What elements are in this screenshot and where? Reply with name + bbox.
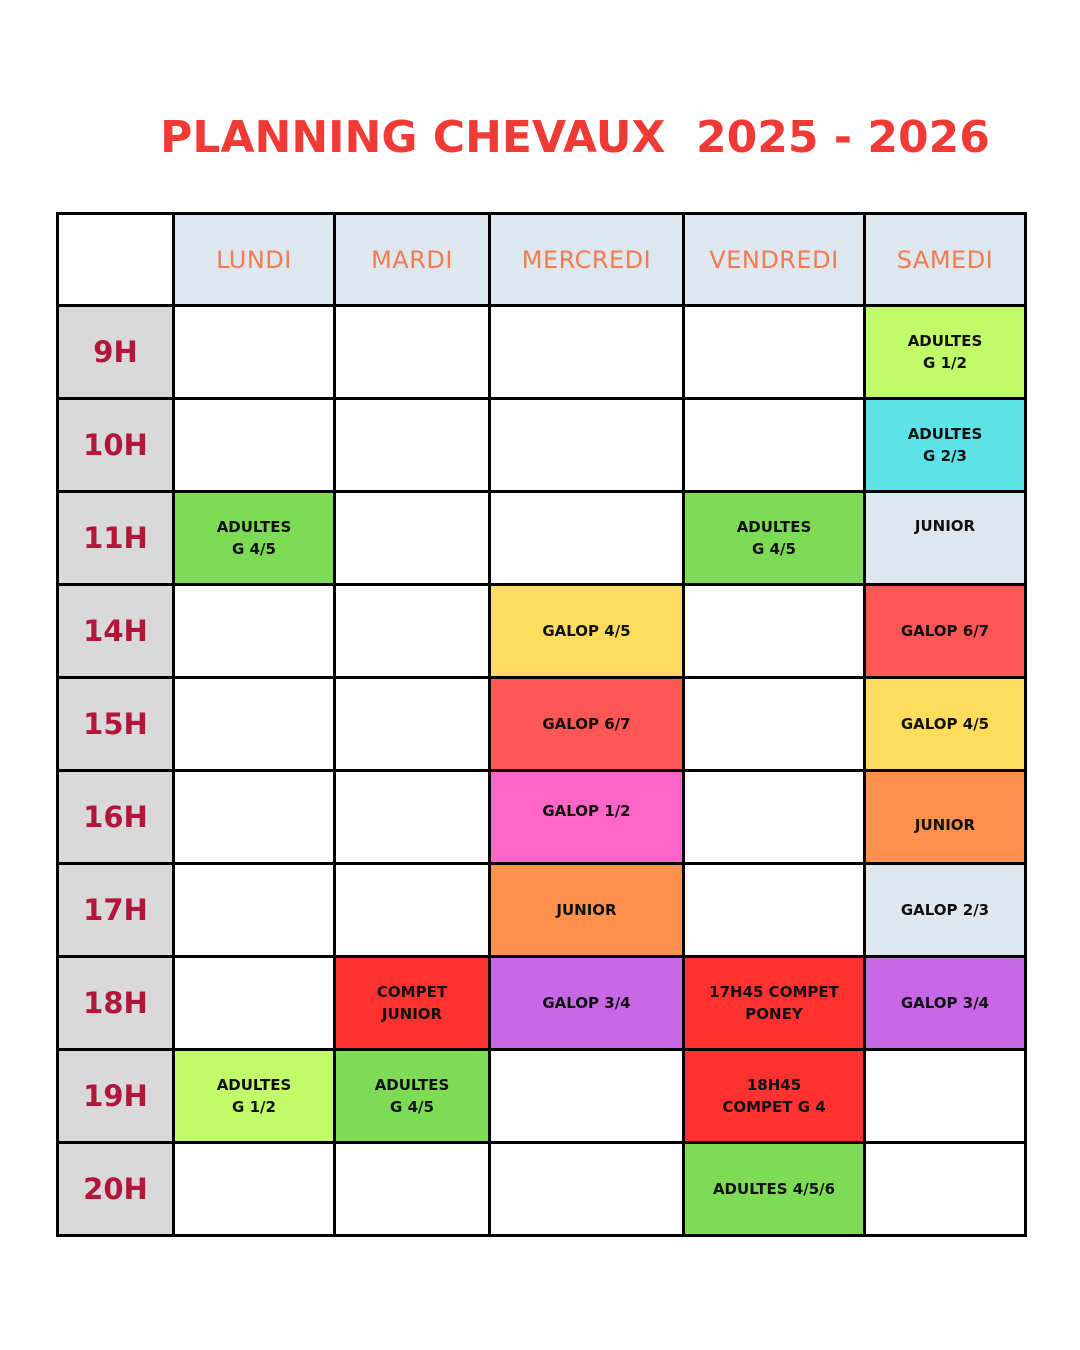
slot-lundi-16h: [174, 771, 335, 864]
day-header-samedi: SAMEDI: [865, 214, 1026, 306]
slot-lundi-10h: [174, 399, 335, 492]
slot-mercredi-10h: [490, 399, 684, 492]
slot-text: GALOP 2/3: [900, 901, 990, 919]
slot-samedi-19h: [865, 1050, 1026, 1143]
slot-mercredi-14h: [490, 585, 684, 678]
slot-vendredi-10h: [684, 399, 865, 492]
slot-text: JUNIOR: [556, 901, 617, 919]
hour-row-16h: [58, 771, 1026, 864]
slot-text: GALOP 6/7: [542, 715, 631, 733]
slot-text: ADULTES G 4/5: [736, 518, 812, 558]
hour-row-14h: [58, 585, 1026, 678]
slot-text: GALOP 6/7: [900, 622, 990, 640]
slot-mardi-20h: [335, 1143, 490, 1236]
slot-text: JUNIOR: [914, 517, 976, 535]
slot-lundi-15h: [174, 678, 335, 771]
corner-cell: [58, 214, 174, 306]
hour-label: 9H: [58, 306, 174, 399]
slot-text: ADULTES G 2/3: [907, 425, 983, 465]
slot-text: 18H45 COMPET G 4: [722, 1076, 826, 1116]
hour-row-9h: [58, 306, 1026, 399]
hour-row-19h: [58, 1050, 1026, 1143]
hour-row-17h: [58, 864, 1026, 957]
day-header-row: [58, 214, 1026, 306]
slot-mercredi-15h: [490, 678, 684, 771]
slot-samedi-9h: [865, 306, 1026, 399]
hour-label: 14H: [58, 585, 174, 678]
page-title: PLANNING CHEVAUX 2025 - 2026: [160, 112, 990, 163]
slot-lundi-19h: [174, 1050, 335, 1143]
slot-mardi-14h: [335, 585, 490, 678]
slot-text: GALOP 4/5: [542, 622, 631, 640]
slot-mercredi-17h: [490, 864, 684, 957]
slot-mardi-15h: [335, 678, 490, 771]
hour-row-11h: [58, 492, 1026, 585]
slot-text: GALOP 3/4: [542, 994, 631, 1012]
schedule-table: [56, 212, 1027, 1237]
slot-mardi-16h: [335, 771, 490, 864]
slot-text: 17H45 COMPET PONEY: [709, 983, 839, 1023]
slot-samedi-20h: [865, 1143, 1026, 1236]
slot-lundi-17h: [174, 864, 335, 957]
slot-mercredi-19h: [490, 1050, 684, 1143]
slot-text: GALOP 4/5: [900, 715, 990, 733]
slot-mercredi-20h: [490, 1143, 684, 1236]
day-header-mercredi: MERCREDI: [490, 214, 684, 306]
slot-mercredi-16h: [490, 771, 684, 864]
slot-vendredi-11h: [684, 492, 865, 585]
hour-label: 16H: [58, 771, 174, 864]
slot-text: JUNIOR: [914, 816, 976, 834]
slot-vendredi-14h: [684, 585, 865, 678]
slot-mardi-18h: [335, 957, 490, 1050]
slot-text: ADULTES G 4/5: [216, 518, 292, 558]
slot-lundi-9h: [174, 306, 335, 399]
slot-mardi-19h: [335, 1050, 490, 1143]
slot-vendredi-17h: [684, 864, 865, 957]
slot-vendredi-19h: [684, 1050, 865, 1143]
slot-text: ADULTES G 1/2: [907, 332, 983, 372]
slot-lundi-14h: [174, 585, 335, 678]
hour-label: 18H: [58, 957, 174, 1050]
hour-label: 20H: [58, 1143, 174, 1236]
slot-vendredi-9h: [684, 306, 865, 399]
slot-text: GALOP 1/2: [542, 802, 631, 820]
slot-vendredi-20h: [684, 1143, 865, 1236]
day-header-mardi: MARDI: [335, 214, 490, 306]
day-header-lundi: LUNDI: [174, 214, 335, 306]
hour-label: 11H: [58, 492, 174, 585]
slot-mardi-11h: [335, 492, 490, 585]
slot-text: ADULTES 4/5/6: [712, 1180, 836, 1198]
hour-label: 17H: [58, 864, 174, 957]
slot-mercredi-9h: [490, 306, 684, 399]
slot-samedi-17h: [865, 864, 1026, 957]
hour-row-20h: [58, 1143, 1026, 1236]
slot-text: GALOP 3/4: [900, 994, 990, 1012]
slot-mardi-9h: [335, 306, 490, 399]
slot-lundi-18h: [174, 957, 335, 1050]
slot-lundi-11h: [174, 492, 335, 585]
hour-row-10h: [58, 399, 1026, 492]
slot-text: ADULTES G 1/2: [216, 1076, 292, 1116]
hour-row-18h: [58, 957, 1026, 1050]
slot-samedi-16h: [865, 771, 1026, 864]
slot-samedi-14h: [865, 585, 1026, 678]
slot-vendredi-15h: [684, 678, 865, 771]
slot-mercredi-18h: [490, 957, 684, 1050]
hour-label: 15H: [58, 678, 174, 771]
slot-vendredi-18h: [684, 957, 865, 1050]
slot-samedi-15h: [865, 678, 1026, 771]
slot-text: COMPET JUNIOR: [376, 983, 448, 1023]
slot-mardi-17h: [335, 864, 490, 957]
slot-text: ADULTES G 4/5: [374, 1076, 450, 1116]
slot-vendredi-16h: [684, 771, 865, 864]
hour-label: 19H: [58, 1050, 174, 1143]
slot-samedi-11h: [865, 492, 1026, 585]
slot-mercredi-11h: [490, 492, 684, 585]
day-header-vendredi: VENDREDI: [684, 214, 865, 306]
slot-samedi-10h: [865, 399, 1026, 492]
slot-lundi-20h: [174, 1143, 335, 1236]
slot-samedi-18h: [865, 957, 1026, 1050]
hour-row-15h: [58, 678, 1026, 771]
hour-label: 10H: [58, 399, 174, 492]
slot-mardi-10h: [335, 399, 490, 492]
